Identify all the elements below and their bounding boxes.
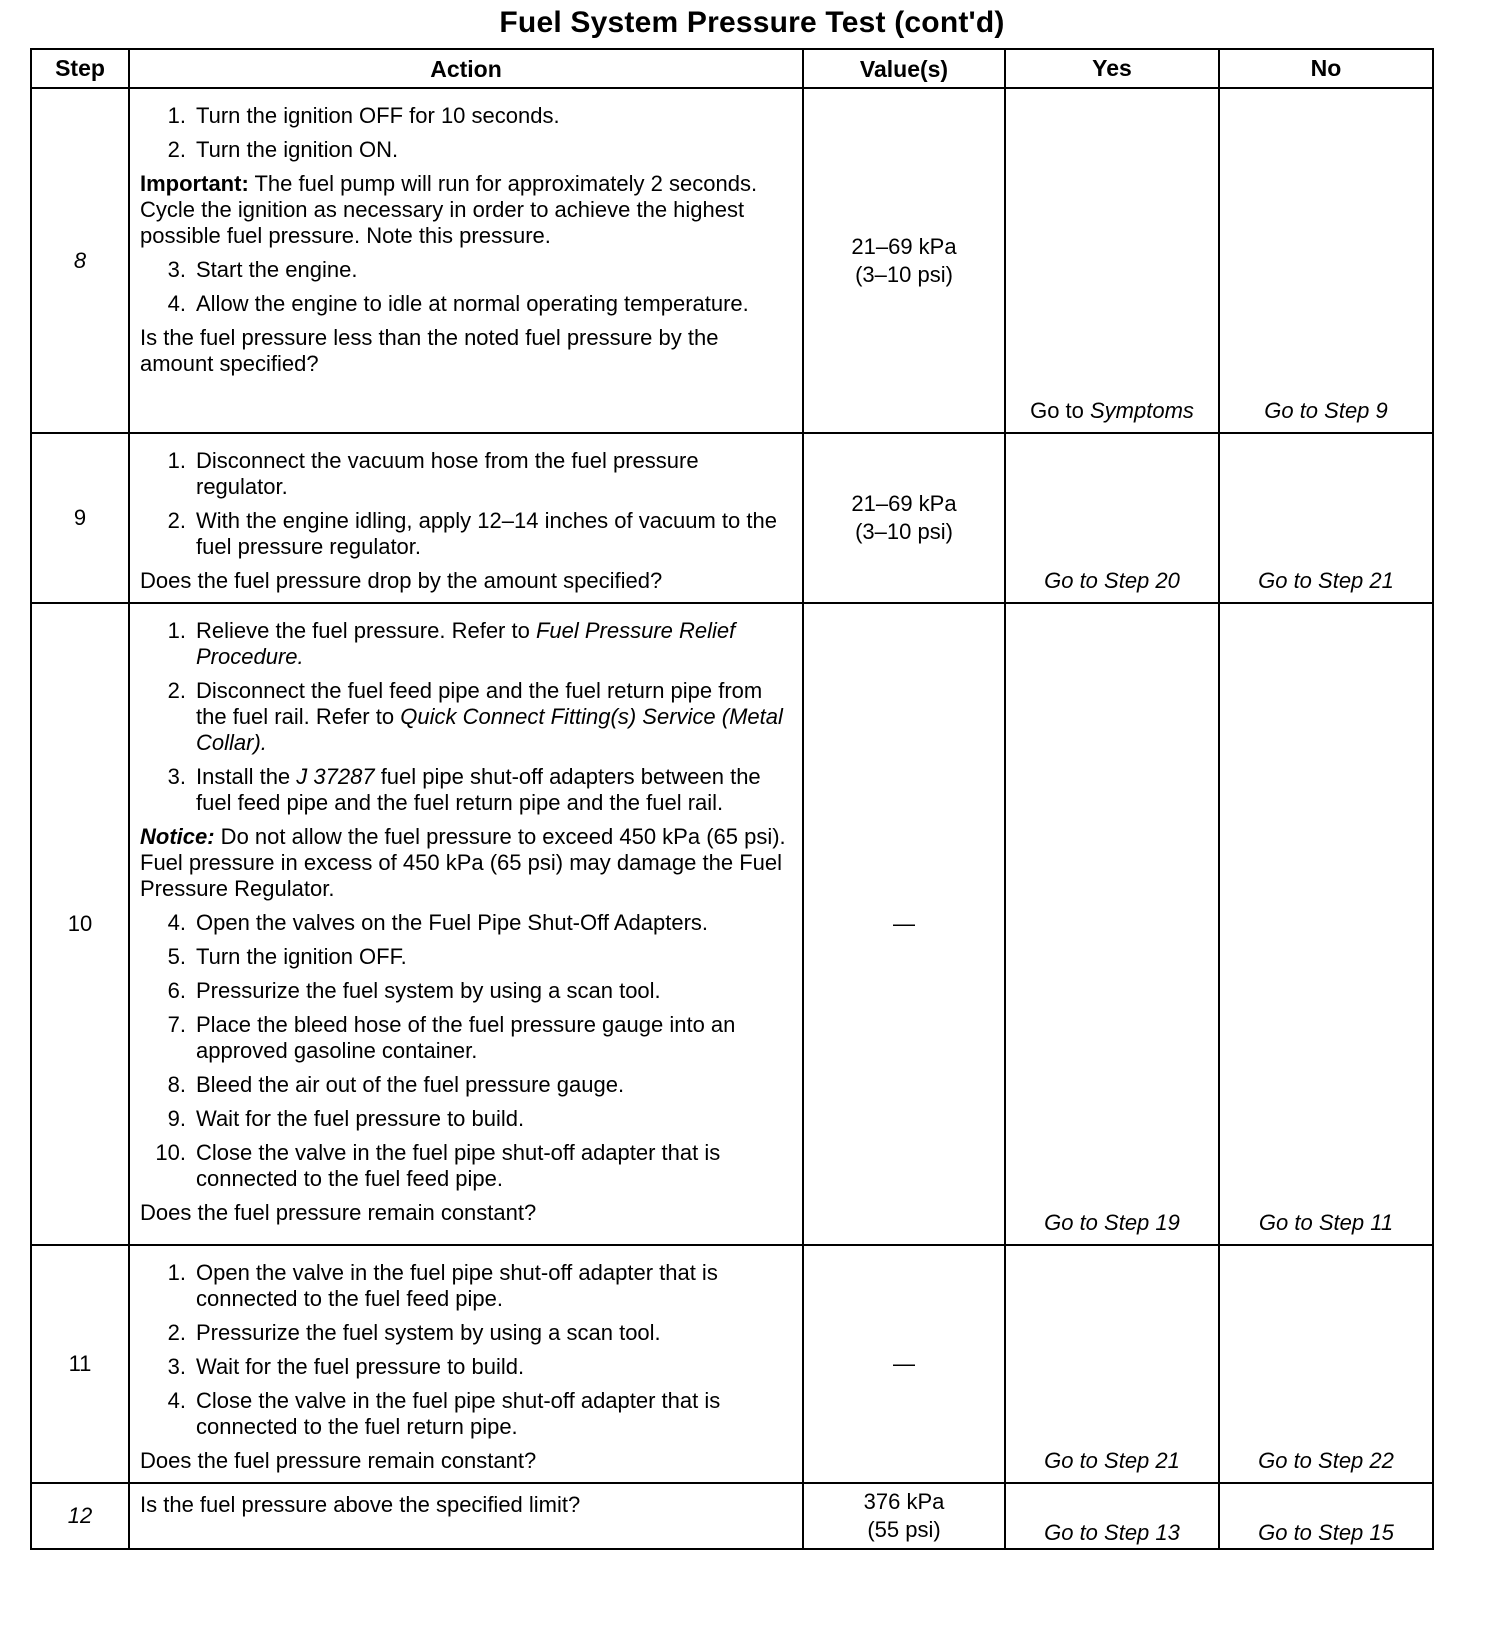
instruction-item: 2. Pressurize the fuel system by using a scan tool. <box>167 1320 661 1345</box>
table-row <box>31 1245 1433 1483</box>
action-cell <box>129 603 803 1245</box>
instruction-item: 5. Turn the ignition OFF. <box>167 944 407 969</box>
step-question: Does the fuel pressure remain constant? <box>140 1200 537 1225</box>
instruction-list <box>140 910 792 1192</box>
no-cell: Go to Step 9 <box>1219 88 1433 433</box>
important-note: Important: The fuel pump will run for approximately 2 seconds. Cycle the ignition as necessary in order to achieve the highest possible fuel pressure. Note this pressure. <box>140 171 758 248</box>
table-row <box>31 603 1433 1245</box>
instruction-item: 1. Turn the ignition OFF for 10 seconds. <box>167 103 560 128</box>
instruction-list <box>140 448 792 560</box>
action-cell <box>129 1483 803 1549</box>
instruction-item: 6. Pressurize the fuel system by using a scan tool. <box>167 978 661 1003</box>
instruction-item: 3. Install the J 37287 fuel pipe shut-off adapters between the fuel feed pipe and the fuel return pipe and the fuel rail. <box>167 764 761 815</box>
instruction-list <box>140 103 792 163</box>
instruction-item: 10. Close the valve in the fuel pipe shut-off adapter that is connected to the fuel feed pipe. <box>155 1140 721 1191</box>
step-question: Is the fuel pressure above the specified limit? <box>140 1492 581 1517</box>
instruction-item: 1. Relieve the fuel pressure. Refer to Fuel Pressure Relief Procedure. <box>167 618 736 669</box>
step-number: 10 <box>31 603 129 1245</box>
step-number: 11 <box>31 1245 129 1483</box>
instruction-item: 4. Close the valve in the fuel pipe shut-off adapter that is connected to the fuel return pipe. <box>167 1388 721 1439</box>
instruction-item: 1. Open the valve in the fuel pipe shut-off adapter that is connected to the fuel feed pipe. <box>167 1260 718 1311</box>
instruction-item: 2. Disconnect the fuel feed pipe and the fuel return pipe from the fuel rail. Refer to Quick Connect Fitting(s) Service (Metal Collar). <box>167 678 783 755</box>
yes-cell: Go to Step 21 <box>1005 1245 1219 1483</box>
yes-cell: Go to Step 19 <box>1005 603 1219 1245</box>
instruction-item: 7. Place the bleed hose of the fuel pressure gauge into an approved gasoline container. <box>167 1012 736 1063</box>
header-action: Action <box>129 49 803 88</box>
action-cell <box>129 88 803 433</box>
table-row <box>31 433 1433 603</box>
instruction-item: 4. Allow the engine to idle at normal operating temperature. <box>167 291 749 316</box>
instruction-item: 3. Wait for the fuel pressure to build. <box>167 1354 525 1379</box>
notice-note: Notice: Do not allow the fuel pressure to exceed 450 kPa (65 psi). Fuel pressure in excess of 450 kPa (65 psi) may damage the Fuel Pressure Regulator. <box>140 824 786 901</box>
instruction-list <box>140 618 792 816</box>
no-cell: Go to Step 22 <box>1219 1245 1433 1483</box>
yes-cell: Go to Step 13 <box>1005 1483 1219 1549</box>
instruction-item: 2. With the engine idling, apply 12–14 inches of vacuum to the fuel pressure regulator. <box>167 508 777 559</box>
no-cell: Go to Step 21 <box>1219 433 1433 603</box>
no-cell: Go to Step 11 <box>1219 603 1433 1245</box>
value-cell: 21–69 kPa (3–10 psi) <box>803 433 1005 603</box>
yes-cell: Go to Symptoms <box>1005 88 1219 433</box>
header-values: Value(s) <box>803 49 1005 88</box>
no-cell: Go to Step 15 <box>1219 1483 1433 1549</box>
instruction-item: 8. Bleed the air out of the fuel pressure gauge. <box>167 1072 625 1097</box>
step-number: 12 <box>31 1483 129 1549</box>
table-row <box>31 1483 1433 1549</box>
value-cell: — <box>803 603 1005 1245</box>
step-question: Is the fuel pressure less than the noted fuel pressure by the amount specified? <box>140 325 719 376</box>
instruction-item: 3. Start the engine. <box>167 257 358 282</box>
header-step: Step <box>31 49 129 88</box>
action-cell <box>129 1245 803 1483</box>
table-row <box>31 88 1433 433</box>
step-number: 9 <box>31 433 129 603</box>
value-cell: — <box>803 1245 1005 1483</box>
procedure-table <box>30 48 1434 1550</box>
header-row <box>31 49 1433 88</box>
instruction-item: 2. Turn the ignition ON. <box>167 137 399 162</box>
header-yes: Yes <box>1005 49 1219 88</box>
action-cell <box>129 433 803 603</box>
value-cell: 21–69 kPa (3–10 psi) <box>803 88 1005 433</box>
yes-cell: Go to Step 20 <box>1005 433 1219 603</box>
instruction-list <box>140 1260 792 1440</box>
instruction-item: 9. Wait for the fuel pressure to build. <box>167 1106 525 1131</box>
header-no: No <box>1219 49 1433 88</box>
instruction-item: 4. Open the valves on the Fuel Pipe Shut-Off Adapters. <box>167 910 709 935</box>
step-number: 8 <box>31 88 129 433</box>
instruction-list <box>140 257 792 317</box>
step-question: Does the fuel pressure drop by the amount specified? <box>140 568 663 593</box>
value-cell: 376 kPa (55 psi) <box>803 1483 1005 1549</box>
page-title: Fuel System Pressure Test (cont'd) <box>499 6 1005 39</box>
step-question: Does the fuel pressure remain constant? <box>140 1448 537 1473</box>
instruction-item: 1. Disconnect the vacuum hose from the fuel pressure regulator. <box>167 448 699 499</box>
